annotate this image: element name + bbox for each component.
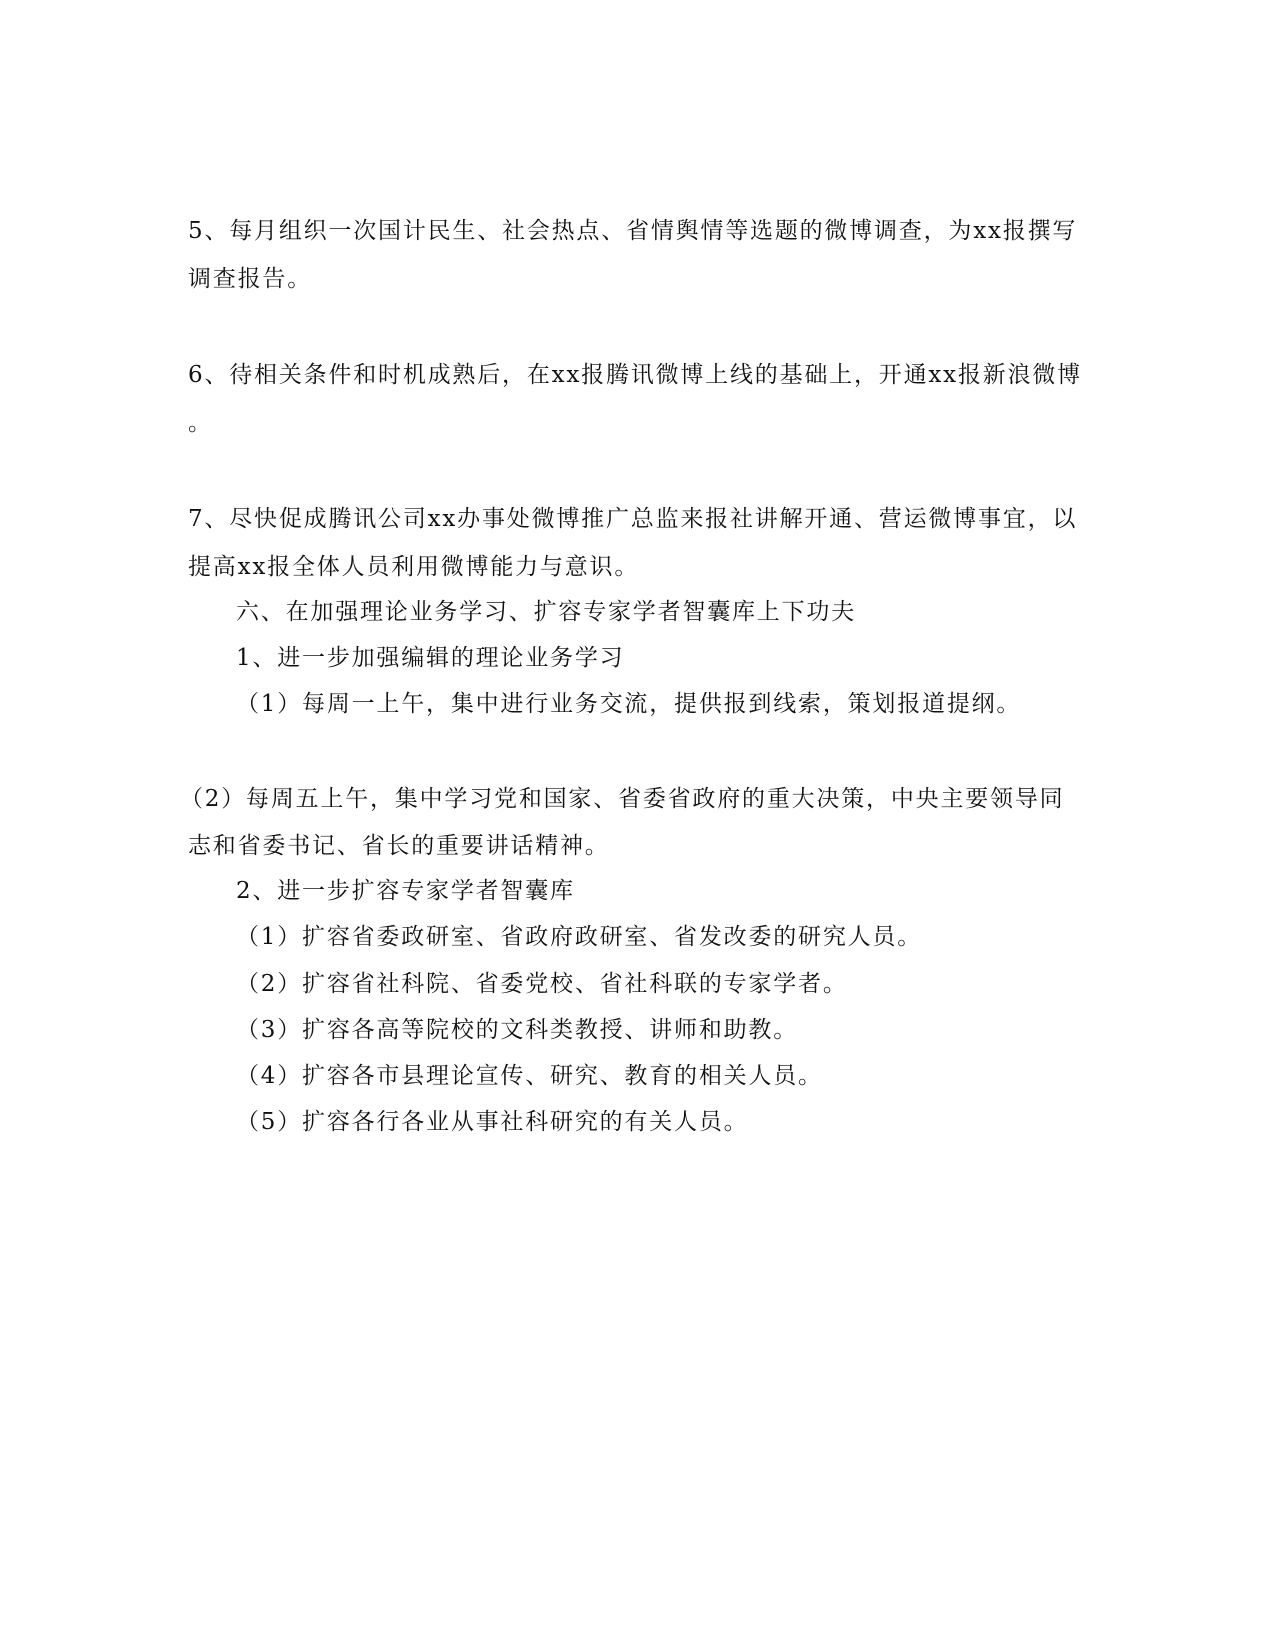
- item-7-line-2: 提高xx报全体人员利用微博能力与意识。: [188, 554, 640, 580]
- sub-item-2-2: （2）扩容省社科院、省委党校、省社科联的专家学者。: [236, 971, 848, 997]
- item-5-line-1: 5、每月组织一次国计民生、社会热点、省情舆情等选题的微博调查，为xx报撰写: [188, 218, 1078, 244]
- item-7-line-1: 7、尽快促成腾讯公司xx办事处微博推广总监来报社讲解开通、营运微博事宜，以: [188, 506, 1078, 532]
- sub-item-2-4: （4）扩容各市县理论宣传、研究、教育的相关人员。: [236, 1063, 823, 1089]
- item-5-line-2: 调查报告。: [188, 266, 312, 292]
- item-6-line-1: 6、待相关条件和时机成熟后，在xx报腾讯微博上线的基础上，开通xx报新浪微博: [188, 362, 1082, 388]
- sub-item-1-2-line-1: （2）每周五上午，集中学习党和国家、省委省政府的重大决策，中央主要领导同: [180, 786, 1065, 812]
- subsection-1-heading: 1、进一步加强编辑的理论业务学习: [236, 645, 625, 671]
- subsection-2-heading: 2、进一步扩容专家学者智囊库: [236, 878, 575, 904]
- sub-item-2-1: （1）扩容省委政研室、省政府政研室、省发改委的研究人员。: [236, 924, 923, 950]
- item-6-line-2: 。: [188, 410, 213, 436]
- sub-item-1-1: （1）每周一上午，集中进行业务交流，提供报到线索，策划报道提纲。: [236, 691, 1022, 717]
- section-six-heading: 六、在加强理论业务学习、扩容专家学者智囊库上下功夫: [236, 599, 856, 625]
- sub-item-2-3: （3）扩容各高等院校的文科类教授、讲师和助教。: [236, 1017, 799, 1043]
- sub-item-2-5: （5）扩容各行各业从事社科研究的有关人员。: [236, 1109, 749, 1135]
- sub-item-1-2-line-2: 志和省委书记、省长的重要讲话精神。: [188, 833, 610, 859]
